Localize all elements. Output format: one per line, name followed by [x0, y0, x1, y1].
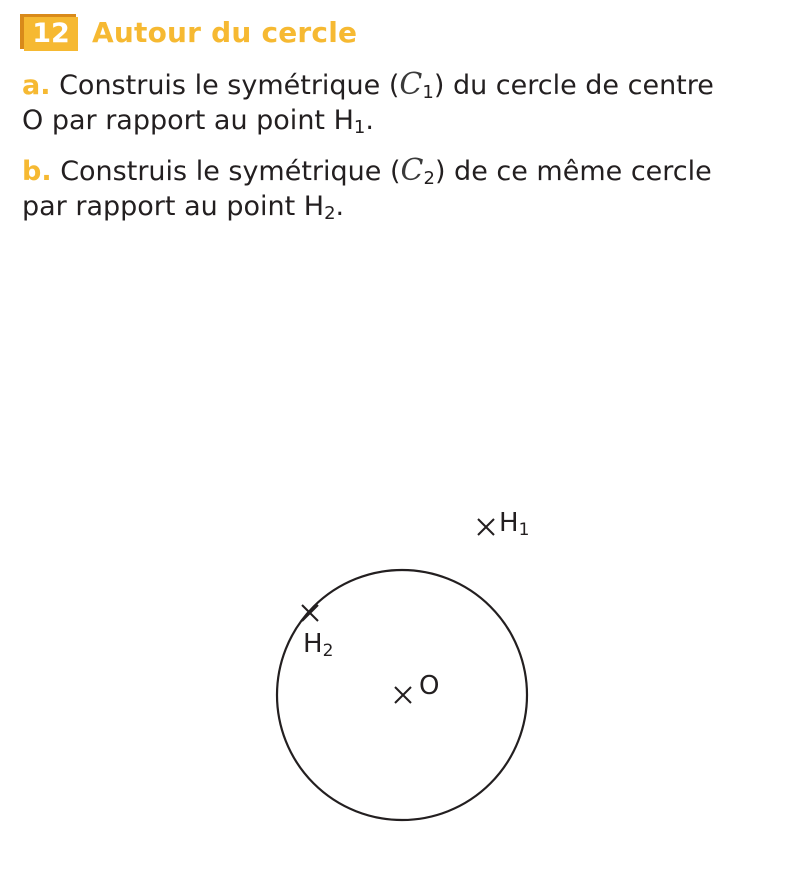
point-h2-label: H2	[303, 629, 334, 661]
question-b-text-line1-end: ) de ce même cercle	[434, 156, 712, 187]
question-b-text-start: Construis le symétrique (	[60, 156, 401, 187]
circle-symbol-c1: C	[399, 67, 423, 102]
question-b-letter: b.	[22, 156, 52, 187]
question-a-text-line1-end: ) du cercle de centre	[433, 70, 714, 101]
question-a-point-sub: 1	[353, 117, 366, 138]
circle-symbol-c2-sub: 2	[423, 168, 435, 189]
exercise-title: Autour du cercle	[92, 15, 358, 49]
exercise-number: 12	[24, 17, 78, 51]
circle-symbol-c2: C	[400, 153, 424, 188]
circle-symbol-c1-sub: 1	[422, 82, 434, 103]
point-o-cross	[395, 687, 411, 703]
question-a-letter: a.	[22, 70, 51, 101]
question-a-text-start: Construis le symétrique (	[59, 70, 400, 101]
question-b-text-line2: par rapport au point H	[22, 191, 325, 222]
question-b-point-sub: 2	[324, 203, 336, 224]
point-h1-cross	[478, 519, 494, 535]
question-b-text-end: .	[335, 191, 345, 222]
point-h2-cross	[302, 605, 318, 621]
question-a-text-end: .	[365, 105, 374, 136]
question-a-text-line2: O par rapport au point H	[22, 105, 354, 136]
point-h1-label: H1	[499, 508, 530, 540]
point-o-label: O	[419, 671, 440, 701]
